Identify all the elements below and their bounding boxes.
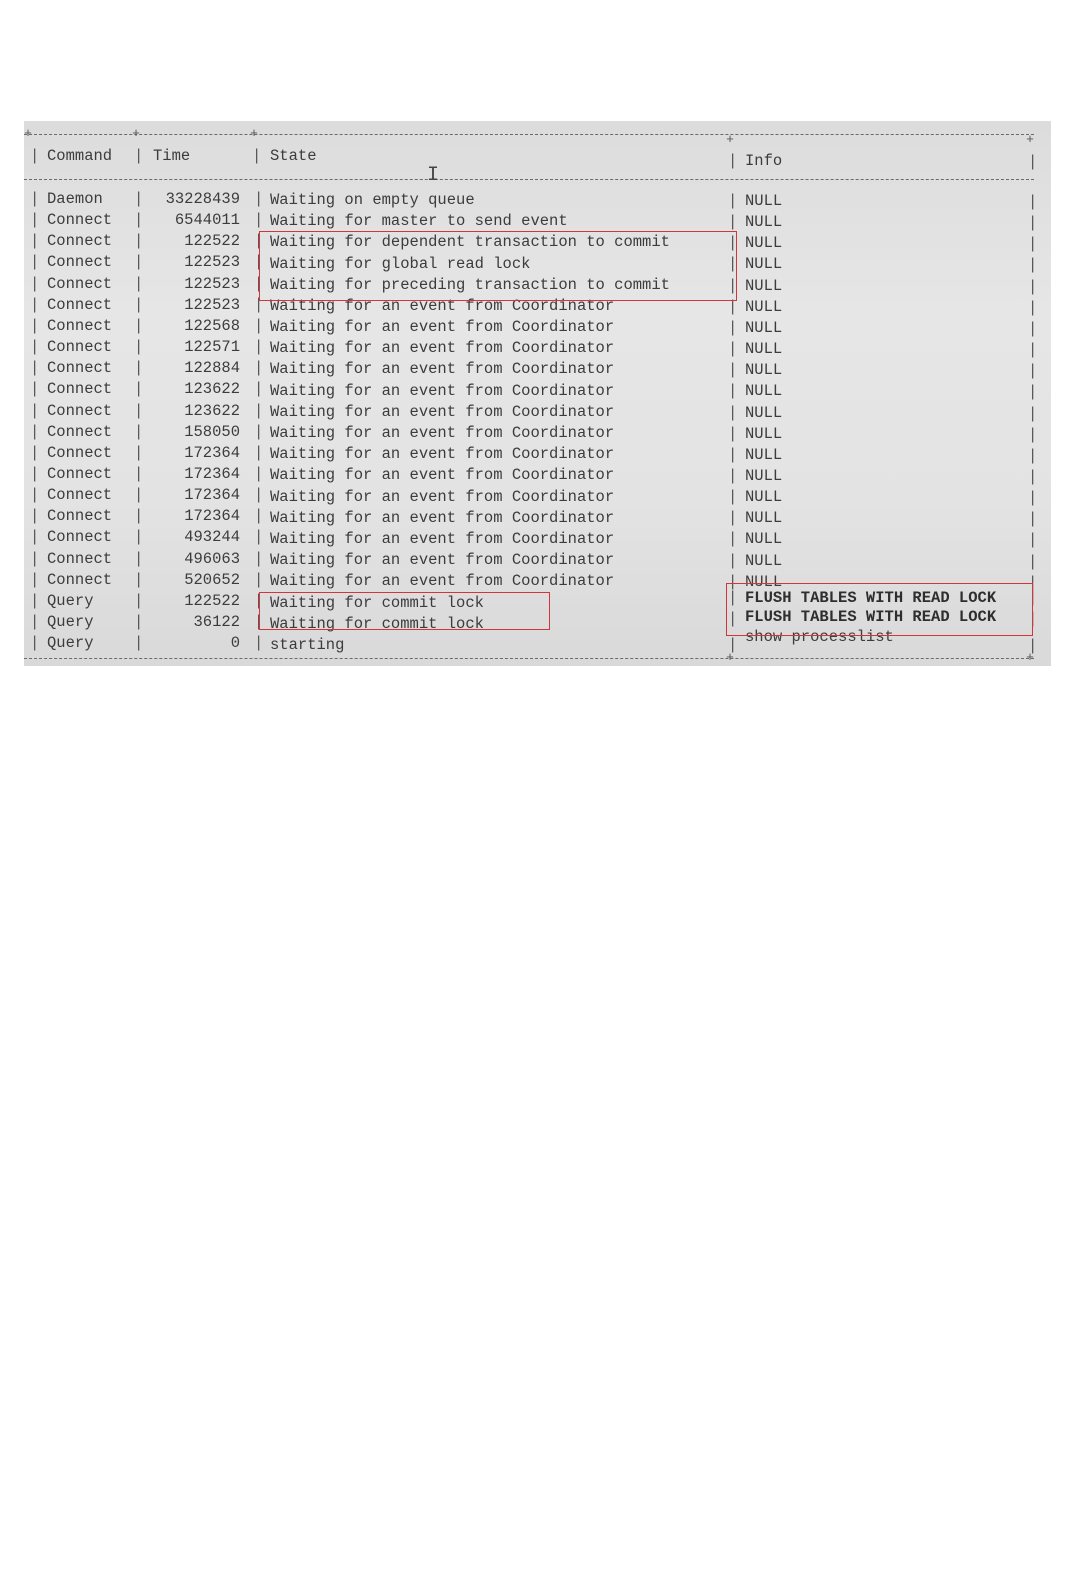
column-separator: | <box>1028 552 1038 571</box>
cell-state: Waiting for an event from Coordinator <box>270 424 615 443</box>
column-header-time: Time <box>153 147 191 165</box>
column-separator: | <box>254 443 264 462</box>
column-separator: | <box>30 274 40 293</box>
cell-state: Waiting for global read lock <box>270 254 531 273</box>
column-separator: | <box>254 464 264 483</box>
cell-time: 172364 <box>184 443 240 462</box>
cell-time: 122523 <box>184 295 240 314</box>
cell-info: NULL <box>745 213 783 232</box>
column-separator: | <box>254 486 264 505</box>
border-corner: + <box>1026 132 1034 147</box>
cell-command: Connect <box>47 380 113 399</box>
cell-time: 33228439 <box>165 190 240 208</box>
border-corner: + <box>1026 650 1034 665</box>
border-corner: + <box>250 126 258 141</box>
column-separator: | <box>30 380 40 399</box>
cell-time: 172364 <box>184 486 240 505</box>
cell-command: Connect <box>47 316 113 335</box>
column-separator: | <box>254 634 264 653</box>
column-separator: | <box>1028 510 1038 529</box>
table-row <box>24 358 1051 379</box>
column-separator: | <box>728 318 738 337</box>
column-separator: | <box>728 192 738 210</box>
cell-command: Connect <box>47 486 113 505</box>
cell-time: 496063 <box>184 549 240 568</box>
cell-state: Waiting for an event from Coordinator <box>270 572 615 591</box>
column-separator: | <box>1028 193 1038 211</box>
cell-info: NULL <box>745 361 783 380</box>
column-separator: | <box>254 528 264 547</box>
column-separator: | <box>1028 362 1038 381</box>
column-separator: | <box>30 338 40 357</box>
column-separator: | <box>134 443 144 462</box>
cell-command: Connect <box>47 422 113 441</box>
column-separator: | <box>134 147 144 165</box>
column-separator: | <box>254 401 264 420</box>
column-separator: | <box>134 528 144 547</box>
cell-time: 122884 <box>184 359 240 378</box>
column-separator: | <box>254 274 264 293</box>
column-separator: | <box>1028 588 1038 607</box>
table-row <box>24 210 1051 231</box>
column-separator: | <box>1028 610 1038 628</box>
column-separator: | <box>134 613 144 631</box>
column-separator: | <box>254 338 264 357</box>
table-row <box>24 628 1051 656</box>
cell-info: NULL <box>745 382 783 401</box>
column-separator: | <box>1028 489 1038 508</box>
cell-command: Query <box>47 613 94 631</box>
cell-time: 122523 <box>184 274 240 293</box>
cell-time: 172364 <box>184 464 240 483</box>
column-separator: | <box>728 530 738 549</box>
column-separator: | <box>728 572 738 591</box>
cell-time: 36122 <box>193 613 240 631</box>
cell-command: Connect <box>47 464 113 483</box>
column-separator: | <box>728 445 738 464</box>
column-separator: | <box>254 613 264 631</box>
table-row <box>24 189 1051 210</box>
cell-command: Query <box>47 591 94 610</box>
cell-state: starting <box>270 635 345 654</box>
border-corner: + <box>726 132 734 147</box>
column-separator: | <box>30 443 40 462</box>
cell-state: Waiting on empty queue <box>270 191 475 209</box>
processlist-screenshot <box>24 121 1051 666</box>
column-separator: | <box>728 234 738 253</box>
cell-state: Waiting for an event from Coordinator <box>270 508 615 527</box>
column-separator: | <box>134 274 144 293</box>
column-separator: | <box>1028 467 1038 486</box>
column-separator: | <box>1028 425 1038 444</box>
column-separator: | <box>134 507 144 526</box>
column-separator: | <box>134 591 144 610</box>
cell-info: NULL <box>745 234 783 253</box>
cell-info: NULL <box>745 297 783 316</box>
cell-info: NULL <box>745 340 783 359</box>
column-separator: | <box>254 380 264 399</box>
column-separator: | <box>1028 256 1038 275</box>
cell-state: Waiting for an event from Coordinator <box>270 466 615 485</box>
column-separator: | <box>134 380 144 399</box>
column-separator: | <box>134 232 144 251</box>
cell-command: Connect <box>47 232 113 251</box>
column-separator: | <box>254 211 264 230</box>
table-row <box>24 527 1051 548</box>
cell-info: NULL <box>745 318 783 337</box>
column-separator: | <box>254 316 264 335</box>
cell-info: show processlist <box>745 628 894 647</box>
column-separator: | <box>30 359 40 378</box>
column-separator: | <box>254 253 264 272</box>
table-row <box>24 422 1051 443</box>
column-header-state: State <box>270 147 317 165</box>
column-separator: | <box>30 190 40 208</box>
cell-time: 172364 <box>184 507 240 526</box>
border-corner: + <box>24 126 32 141</box>
cell-state: Waiting for an event from Coordinator <box>270 360 615 379</box>
cell-state: Waiting for preceding transaction to commit <box>270 275 670 294</box>
cell-time: 520652 <box>184 570 240 589</box>
cell-command: Connect <box>47 507 113 526</box>
border-corner: + <box>132 126 140 141</box>
column-separator: | <box>1028 319 1038 338</box>
column-separator: | <box>728 610 738 628</box>
column-separator: | <box>1028 637 1038 656</box>
column-separator: | <box>728 551 738 570</box>
column-separator: | <box>1028 446 1038 465</box>
column-separator: | <box>1028 531 1038 550</box>
column-separator: | <box>728 255 738 274</box>
column-separator: | <box>134 422 144 441</box>
table-row <box>24 506 1051 527</box>
cell-info: NULL <box>745 276 783 295</box>
column-separator: | <box>728 382 738 401</box>
cell-state: Waiting for commit lock <box>270 593 484 612</box>
column-separator: | <box>1028 153 1038 171</box>
cell-info: NULL <box>745 572 783 591</box>
highlight-box-flush-tables <box>726 583 1033 636</box>
cell-info: FLUSH TABLES WITH READ LOCK <box>745 608 997 626</box>
cell-info: NULL <box>745 530 783 549</box>
column-separator: | <box>134 464 144 483</box>
cell-command: Connect <box>47 443 113 462</box>
column-separator: | <box>252 147 262 165</box>
cell-info: NULL <box>745 509 783 528</box>
cell-state: Waiting for dependent transaction to commit <box>270 233 670 252</box>
column-separator: | <box>134 316 144 335</box>
column-separator: | <box>134 190 144 208</box>
column-separator: | <box>254 507 264 526</box>
column-separator: | <box>728 636 738 655</box>
cell-info: NULL <box>745 403 783 422</box>
cell-state: Waiting for an event from Coordinator <box>270 381 615 400</box>
column-separator: | <box>30 401 40 420</box>
column-separator: | <box>30 613 40 631</box>
column-separator: | <box>30 528 40 547</box>
cell-command: Connect <box>47 570 113 589</box>
cell-time: 122522 <box>184 591 240 610</box>
cell-info: NULL <box>745 445 783 464</box>
column-separator: | <box>1028 277 1038 296</box>
column-separator: | <box>30 253 40 272</box>
cell-time: 123622 <box>184 401 240 420</box>
column-separator: | <box>728 509 738 528</box>
cell-command: Connect <box>47 338 113 357</box>
column-separator: | <box>30 464 40 483</box>
cell-state: Waiting for an event from Coordinator <box>270 318 615 337</box>
cell-info: NULL <box>745 551 783 570</box>
column-separator: | <box>728 213 738 232</box>
column-separator: | <box>134 549 144 568</box>
table-row <box>24 337 1051 358</box>
column-header-info: Info <box>745 152 783 170</box>
column-separator: | <box>728 403 738 422</box>
text-cursor-icon: I <box>427 164 440 187</box>
column-separator: | <box>254 295 264 314</box>
column-separator: | <box>30 507 40 526</box>
cell-time: 122571 <box>184 338 240 357</box>
column-separator: | <box>30 486 40 505</box>
column-separator: | <box>1028 404 1038 423</box>
cell-time: 122523 <box>184 253 240 272</box>
column-separator: | <box>30 549 40 568</box>
column-separator: | <box>134 338 144 357</box>
cell-command: Query <box>47 634 94 653</box>
cell-command: Connect <box>47 549 113 568</box>
table-border-header <box>24 179 1034 180</box>
column-separator: | <box>728 466 738 485</box>
cell-command: Connect <box>47 295 113 314</box>
column-separator: | <box>728 588 738 607</box>
cell-time: 122568 <box>184 316 240 335</box>
column-separator: | <box>254 190 264 208</box>
column-separator: | <box>30 422 40 441</box>
table-row <box>24 401 1051 422</box>
table-row <box>24 485 1051 506</box>
table-row <box>24 464 1051 485</box>
column-separator: | <box>30 295 40 314</box>
cell-info: FLUSH TABLES WITH READ LOCK <box>745 588 997 607</box>
column-separator: | <box>30 634 40 653</box>
column-separator: | <box>728 361 738 380</box>
column-separator: | <box>134 570 144 589</box>
cell-info: NULL <box>745 488 783 507</box>
cell-command: Connect <box>47 528 113 547</box>
cell-state: Waiting for an event from Coordinator <box>270 339 615 358</box>
cell-command: Connect <box>47 359 113 378</box>
column-separator: | <box>254 591 264 610</box>
column-separator: | <box>134 295 144 314</box>
cell-state: Waiting for an event from Coordinator <box>270 487 615 506</box>
column-separator: | <box>1028 214 1038 233</box>
column-separator: | <box>134 211 144 230</box>
column-separator: | <box>254 549 264 568</box>
table-border-top <box>24 134 1034 135</box>
column-separator: | <box>30 591 40 610</box>
column-separator: | <box>254 422 264 441</box>
column-separator: | <box>728 340 738 359</box>
cell-command: Connect <box>47 274 113 293</box>
column-separator: | <box>134 253 144 272</box>
table-row <box>24 316 1051 337</box>
column-separator: | <box>1028 298 1038 317</box>
cell-command: Connect <box>47 253 113 272</box>
cell-state: Waiting for commit lock <box>270 614 484 633</box>
highlight-box-states <box>259 231 737 301</box>
column-separator: | <box>728 488 738 507</box>
column-separator: | <box>1028 341 1038 360</box>
border-corner: + <box>726 650 734 665</box>
column-separator: | <box>728 297 738 316</box>
table-row <box>24 549 1051 570</box>
highlight-box-commit-lock <box>259 592 550 630</box>
column-separator: | <box>30 570 40 589</box>
table-row <box>24 443 1051 464</box>
cell-state: Waiting for an event from Coordinator <box>270 296 615 315</box>
table-border-bottom <box>24 658 1034 659</box>
cell-state: Waiting for an event from Coordinator <box>270 551 615 570</box>
cell-state: Waiting for an event from Coordinator <box>270 529 615 548</box>
cell-time: 158050 <box>184 422 240 441</box>
column-separator: | <box>728 276 738 295</box>
cell-info: NULL <box>745 466 783 485</box>
cell-time: 6544011 <box>174 211 240 230</box>
column-separator: | <box>254 359 264 378</box>
column-separator: | <box>134 401 144 420</box>
column-separator: | <box>1028 235 1038 254</box>
column-separator: | <box>254 570 264 589</box>
column-header-command: Command <box>47 147 113 165</box>
column-separator: | <box>134 486 144 505</box>
column-separator: | <box>728 424 738 443</box>
cell-time: 123622 <box>184 380 240 399</box>
cell-info: NULL <box>745 192 783 210</box>
table-header-row <box>24 146 1051 171</box>
column-separator: | <box>30 316 40 335</box>
column-separator: | <box>134 359 144 378</box>
column-separator: | <box>30 211 40 230</box>
cell-command: Daemon <box>47 190 103 208</box>
column-separator: | <box>1028 383 1038 402</box>
cell-info: NULL <box>745 424 783 443</box>
cell-state: Waiting for an event from Coordinator <box>270 402 615 421</box>
column-separator: | <box>728 152 738 170</box>
column-separator: | <box>30 232 40 251</box>
cell-info: NULL <box>745 255 783 274</box>
cell-time: 0 <box>230 634 240 653</box>
cell-command: Connect <box>47 211 113 230</box>
column-separator: | <box>1028 573 1038 592</box>
cell-state: Waiting for master to send event <box>270 212 568 231</box>
column-separator: | <box>30 147 40 165</box>
cell-time: 493244 <box>184 528 240 547</box>
cell-time: 122522 <box>184 232 240 251</box>
column-separator: | <box>254 232 264 251</box>
cell-state: Waiting for an event from Coordinator <box>270 445 615 464</box>
cell-command: Connect <box>47 401 113 420</box>
table-row <box>24 379 1051 400</box>
column-separator: | <box>134 634 144 653</box>
